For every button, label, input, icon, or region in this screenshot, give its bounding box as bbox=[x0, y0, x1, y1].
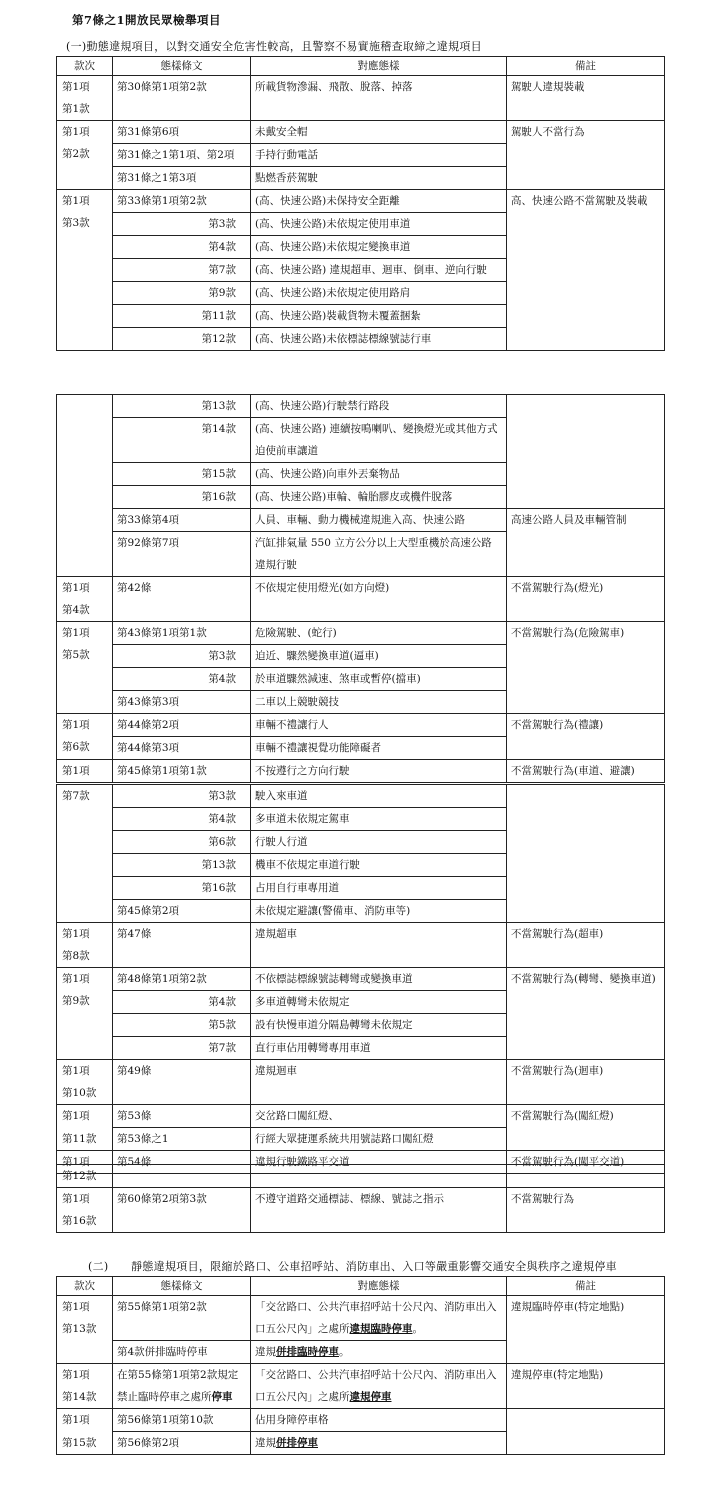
pattern-cell bbox=[251, 1165, 507, 1188]
article-cell: 第33條第1項第2款 bbox=[113, 190, 251, 213]
violations-table-dynamic-part2 bbox=[56, 394, 665, 783]
clause-cell: 第1項 第2款 bbox=[57, 121, 113, 190]
pattern-cell: 不按遵行之方向行駛 bbox=[251, 760, 507, 783]
note-cell: 不當駕駛行為(迴車) bbox=[507, 1060, 665, 1105]
header-clause: 款次 bbox=[57, 57, 113, 76]
article-cell: 第7款 bbox=[113, 1037, 251, 1060]
article-cell: 第45條第1項第1款 bbox=[113, 760, 251, 783]
table-row bbox=[57, 1296, 665, 1341]
note-cell: 不當駕駛行為(禮讓) bbox=[507, 714, 665, 760]
pattern-cell: 不遵守道路交通標誌、標線、號誌之指示 bbox=[251, 1188, 507, 1233]
clause-cell: 第1項 第14款 bbox=[57, 1364, 113, 1409]
article-cell: 第44條第3項 bbox=[113, 737, 251, 760]
article-cell: 第13款 bbox=[113, 854, 251, 877]
table-row bbox=[57, 622, 665, 645]
pattern-cell: 未依規定避讓(警備車、消防車等) bbox=[251, 900, 507, 923]
note-cell: 不當駕駛行為(燈光) bbox=[507, 577, 665, 622]
clause-cell: 第1項 bbox=[57, 1409, 113, 1432]
article-cell: 第54條 bbox=[113, 1151, 251, 1174]
pattern-cell: (高、快速公路)未依標誌標線號誌行車 bbox=[251, 328, 507, 351]
pattern-cell: 手持行動電話 bbox=[251, 144, 507, 167]
clause-cell bbox=[57, 395, 113, 577]
table-row bbox=[57, 190, 665, 213]
note-cell: 高速公路人員及車輛管制 bbox=[507, 509, 665, 577]
pattern-cell: (高、快速公路)行駛禁行路段 bbox=[251, 395, 507, 418]
clause-cell: 第1項 第8款 bbox=[57, 923, 113, 968]
pattern-cell: 「交岔路口、公共汽車招呼站十公尺內、消防車出入口五公尺內」之處所違規臨時停車。 bbox=[251, 1296, 507, 1341]
header-note: 備註 bbox=[507, 57, 665, 76]
article-cell: 在第55條第1項第2款規定禁止臨時停車之處所停車 bbox=[113, 1364, 251, 1409]
pattern-cell: 汽缸排氣量 550 立方公分以上大型重機於高速公路違規行駛 bbox=[251, 532, 507, 577]
pattern-cell: (高、快速公路)未依規定變換車道 bbox=[251, 236, 507, 259]
clause-cell: 第1項 第10款 bbox=[57, 1060, 113, 1105]
note-cell bbox=[507, 1409, 665, 1455]
article-cell: 第44條第2項 bbox=[113, 714, 251, 737]
note-cell: 不當駕駛行為(危險駕車) bbox=[507, 622, 665, 714]
pattern-cell: 行經大眾捷運系統共用號誌路口闖紅燈 bbox=[251, 1128, 507, 1151]
note-cell: 不當駕駛行為(闖平交道) bbox=[507, 1151, 665, 1174]
violations-table-dynamic-part1 bbox=[56, 56, 665, 351]
note-cell: 不當駕駛行為 bbox=[507, 1188, 665, 1233]
header-note: 備註 bbox=[507, 1277, 665, 1296]
clause-cell: 第1項 第9款 bbox=[57, 968, 113, 1060]
pattern-cell: 佔用身障停車格 bbox=[251, 1409, 507, 1432]
note-cell bbox=[507, 1165, 665, 1188]
pattern-cell: 設有快慢車道分隔島轉彎未依規定 bbox=[251, 1014, 507, 1037]
article-cell: 第31條之1第1項、第2項 bbox=[113, 144, 251, 167]
pattern-cell: 違規超車 bbox=[251, 923, 507, 968]
clause-cell: 第15款 bbox=[57, 1432, 113, 1455]
note-cell: 不當駕駛行為(闖紅燈) bbox=[507, 1105, 665, 1151]
note-cell: 高、快速公路不當駕駛及裝載 bbox=[507, 190, 665, 351]
article-cell: 第4款 bbox=[113, 668, 251, 691]
clause-cell: 第1項 第1款 bbox=[57, 76, 113, 121]
article-cell: 第53條之1 bbox=[113, 1128, 251, 1151]
header-pattern: 對應態樣 bbox=[251, 57, 507, 76]
table-row bbox=[57, 1364, 665, 1409]
clause-cell: 第1項 第16款 bbox=[57, 1188, 113, 1233]
violations-table-dynamic-part4 bbox=[56, 1164, 665, 1233]
pattern-cell: 人員、車輛、動力機械違規進入高、快速公路 bbox=[251, 509, 507, 532]
article-cell: 第6款 bbox=[113, 831, 251, 854]
article-cell: 第16款 bbox=[113, 486, 251, 509]
pattern-cell: 直行車佔用轉彎專用車道 bbox=[251, 1037, 507, 1060]
section-heading-dynamic: (一)動態違規項目，以對交通安全危害性較高，且警察不易實施稽查取締之違規項目 bbox=[66, 40, 482, 53]
note-cell: 違規臨時停車(特定地點) bbox=[507, 1296, 665, 1364]
article-cell: 第43條第3項 bbox=[113, 691, 251, 714]
table-row bbox=[57, 714, 665, 737]
clause-cell: 第1項 第6款 bbox=[57, 714, 113, 760]
article-cell: 第56條第2項 bbox=[113, 1432, 251, 1455]
clause-cell: 第1項 bbox=[57, 1151, 113, 1174]
pattern-cell: 駛入來車道 bbox=[251, 785, 507, 808]
pattern-cell: 點燃香菸駕駛 bbox=[251, 167, 507, 190]
article-cell: 第3款 bbox=[113, 213, 251, 236]
article-cell: 第9款 bbox=[113, 282, 251, 305]
table-row bbox=[57, 121, 665, 144]
article-cell: 第55條第1項第2款 bbox=[113, 1296, 251, 1341]
note-cell: 駕駛人違規裝載 bbox=[507, 76, 665, 121]
article-cell: 第11款 bbox=[113, 305, 251, 328]
article-cell: 第4款 bbox=[113, 236, 251, 259]
pattern-cell: 二車以上競駛競技 bbox=[251, 691, 507, 714]
article-cell: 第48條第1項第2款 bbox=[113, 968, 251, 991]
clause-cell: 第1項 bbox=[57, 1105, 113, 1128]
table-row bbox=[57, 395, 665, 418]
pattern-cell: (高、快速公路)車輪、輪胎膠皮或機件脫落 bbox=[251, 486, 507, 509]
article-cell: 第30條第1項第2款 bbox=[113, 76, 251, 121]
clause-cell: 第1項 第13款 bbox=[57, 1296, 113, 1364]
article-cell: 第92條第7項 bbox=[113, 532, 251, 577]
table-row bbox=[57, 577, 665, 622]
pattern-cell: 所載貨物滲漏、飛散、脫落、掉落 bbox=[251, 76, 507, 121]
violations-table-dynamic-part3 bbox=[56, 784, 665, 1174]
article-cell: 第7款 bbox=[113, 259, 251, 282]
pattern-cell: 違規迴車 bbox=[251, 1060, 507, 1105]
article-cell: 第56條第1項第10款 bbox=[113, 1409, 251, 1432]
article-cell: 第16款 bbox=[113, 877, 251, 900]
note-cell: 駕駛人不當行為 bbox=[507, 121, 665, 190]
note-cell: 不當駕駛行為(超車) bbox=[507, 923, 665, 968]
table-row bbox=[57, 785, 665, 808]
pattern-cell: (高、快速公路)未依規定使用車道 bbox=[251, 213, 507, 236]
pattern-cell: 違規併排臨時停車。 bbox=[251, 1341, 507, 1364]
article-cell: 第43條第1項第1款 bbox=[113, 622, 251, 645]
pattern-cell: 不依標誌標線號誌轉彎或變換車道 bbox=[251, 968, 507, 991]
article-cell: 第45條第2項 bbox=[113, 900, 251, 923]
pattern-cell: 交岔路口闖紅燈、 bbox=[251, 1105, 507, 1128]
clause-cell: 第7款 bbox=[57, 785, 113, 923]
article-cell: 第12款 bbox=[113, 328, 251, 351]
pattern-cell: (高、快速公路) 違規超車、迴車、倒車、逆向行駛 bbox=[251, 259, 507, 282]
article-cell: 第31條第6項 bbox=[113, 121, 251, 144]
article-cell: 第42條 bbox=[113, 577, 251, 622]
clause-cell: 第1項 第4款 bbox=[57, 577, 113, 622]
pattern-cell: 危險駕駛、(蛇行) bbox=[251, 622, 507, 645]
clause-cell: 第12款 bbox=[57, 1165, 113, 1188]
article-cell: 第4款 bbox=[113, 991, 251, 1014]
pattern-cell: 不依規定使用燈光(如方向燈) bbox=[251, 577, 507, 622]
table-row bbox=[57, 968, 665, 991]
section-heading-static: (二) 靜態違規項目，限縮於路口、公車招呼站、消防車出、入口等嚴重影響交通安全與秩序之違規停車 bbox=[88, 1260, 617, 1273]
clause-cell: 第1項 第5款 bbox=[57, 622, 113, 714]
pattern-cell: 占用自行車專用道 bbox=[251, 877, 507, 900]
clause-cell: 第11款 bbox=[57, 1128, 113, 1151]
pattern-cell: 多車道轉彎未依規定 bbox=[251, 991, 507, 1014]
table-row bbox=[57, 1409, 665, 1432]
violations-table-static bbox=[56, 1276, 665, 1455]
table-row bbox=[57, 1105, 665, 1128]
pattern-cell: 未戴安全帽 bbox=[251, 121, 507, 144]
table-row bbox=[57, 509, 665, 532]
pattern-cell: (高、快速公路) 連續按鳴喇叭、變換燈光或其他方式迫使前車讓道 bbox=[251, 418, 507, 463]
pattern-cell: 迫近、驟然變換車道(逼車) bbox=[251, 645, 507, 668]
pattern-cell: 違規併排停車 bbox=[251, 1432, 507, 1455]
header-pattern: 對應態樣 bbox=[251, 1277, 507, 1296]
note-cell: 違規停車(特定地點) bbox=[507, 1364, 665, 1409]
note-cell: 不當駕駛行為(轉彎、變換車道) bbox=[507, 968, 665, 1060]
pattern-cell: (高、快速公路)未依規定使用路肩 bbox=[251, 282, 507, 305]
article-cell: 第15款 bbox=[113, 463, 251, 486]
table-row bbox=[57, 760, 665, 783]
pattern-cell: 機車不依規定車道行駛 bbox=[251, 854, 507, 877]
header-article: 態樣條文 bbox=[113, 1277, 251, 1296]
table-header-row bbox=[57, 1277, 665, 1296]
article-cell: 第31條之1第3項 bbox=[113, 167, 251, 190]
article-cell: 第4款併排臨時停車 bbox=[113, 1341, 251, 1364]
article-cell: 第53條 bbox=[113, 1105, 251, 1128]
article-cell: 第47條 bbox=[113, 923, 251, 968]
article-cell: 第49條 bbox=[113, 1060, 251, 1105]
table-row bbox=[57, 76, 665, 121]
pattern-cell: 違規行駛鐵路平交道 bbox=[251, 1151, 507, 1174]
article-cell: 第3款 bbox=[113, 645, 251, 668]
article-cell: 第60條第2項第3款 bbox=[113, 1188, 251, 1233]
article-cell: 第33條第4項 bbox=[113, 509, 251, 532]
header-article: 態樣條文 bbox=[113, 57, 251, 76]
table-row bbox=[57, 1188, 665, 1233]
pattern-cell: 於車道驟然減速、煞車或暫停(擋車) bbox=[251, 668, 507, 691]
article-cell: 第5款 bbox=[113, 1014, 251, 1037]
clause-cell: 第1項 bbox=[57, 760, 113, 783]
table-row bbox=[57, 923, 665, 968]
note-cell bbox=[507, 395, 665, 509]
pattern-cell: 「交岔路口、公共汽車招呼站十公尺內、消防車出入口五公尺內」之處所違規停車 bbox=[251, 1364, 507, 1409]
pattern-cell: (高、快速公路)未保持安全距離 bbox=[251, 190, 507, 213]
article-cell: 第4款 bbox=[113, 808, 251, 831]
article-cell: 第13款 bbox=[113, 395, 251, 418]
pattern-cell: 多車道未依規定駕車 bbox=[251, 808, 507, 831]
table-header-row bbox=[57, 57, 665, 76]
pattern-cell: 行駛人行道 bbox=[251, 831, 507, 854]
table-row bbox=[57, 1165, 665, 1188]
table-row bbox=[57, 1060, 665, 1105]
pattern-cell: 車輛不禮讓視覺功能障礙者 bbox=[251, 737, 507, 760]
clause-cell: 第1項 第3款 bbox=[57, 190, 113, 351]
note-cell bbox=[507, 785, 665, 923]
article-cell: 第14款 bbox=[113, 418, 251, 463]
article-cell bbox=[113, 1165, 251, 1188]
article-cell: 第3款 bbox=[113, 785, 251, 808]
pattern-cell: (高、快速公路)向車外丟棄物品 bbox=[251, 463, 507, 486]
pattern-cell: 車輛不禮讓行人 bbox=[251, 714, 507, 737]
note-cell: 不當駕駛行為(車道、避讓) bbox=[507, 760, 665, 783]
page-title: 第7條之1開放民眾檢舉項目 bbox=[72, 13, 222, 27]
pattern-cell: (高、快速公路)裝載貨物未覆蓋捆紮 bbox=[251, 305, 507, 328]
header-clause: 款次 bbox=[57, 1277, 113, 1296]
